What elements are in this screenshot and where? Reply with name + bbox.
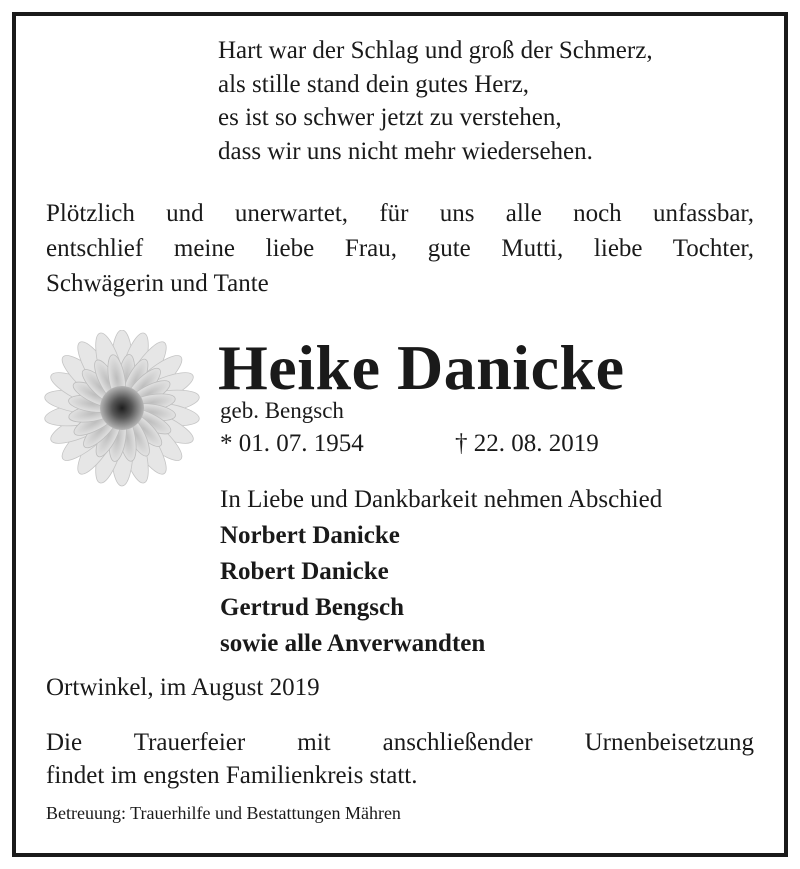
poem-line: dass wir uns nicht mehr wiedersehen. (218, 137, 593, 165)
intro-line: Plötzlich und unerwartet, für uns alle noch unfassbar, (46, 200, 754, 227)
maiden-name: geb. Bengsch (220, 398, 344, 423)
mourner-name: sowie alle Anverwandten (220, 630, 486, 657)
intro-text (46, 196, 754, 301)
poem (218, 34, 653, 168)
ceremony-line: Die Trauerfeier mit anschließender Urnenbeisetzung (46, 729, 754, 756)
service-provider: Betreuung: Trauerhilfe und Bestattungen Mähren (46, 803, 401, 823)
intro-line: entschlief meine liebe Frau, gute Mutti, liebe Tochter, (46, 235, 754, 262)
poem-line: als stille stand dein gutes Herz, (218, 70, 530, 98)
death-date: † 22. 08. 2019 (455, 430, 599, 457)
mourner-name: Robert Danicke (220, 558, 389, 585)
mourner-name: Gertrud Bengsch (220, 594, 405, 621)
intro-line: Schwägerin und Tante (46, 270, 269, 297)
ceremony-text (46, 726, 754, 792)
deceased-name: Heike Danicke (218, 332, 625, 403)
place-date: Ortwinkel, im August 2019 (46, 674, 320, 701)
mourners (220, 482, 662, 662)
poem-line: Hart war der Schlag und groß der Schmerz, (218, 37, 653, 64)
mourners-intro: In Liebe und Dankbarkeit nehmen Abschied (220, 486, 663, 513)
flower-icon (36, 330, 206, 490)
poem-line: es ist so schwer jetzt zu verstehen, (218, 104, 562, 131)
mourner-name: Norbert Danicke (220, 522, 400, 549)
ceremony-line: findet im engsten Familienkreis statt. (46, 762, 418, 789)
birth-date: * 01. 07. 1954 (220, 430, 364, 457)
